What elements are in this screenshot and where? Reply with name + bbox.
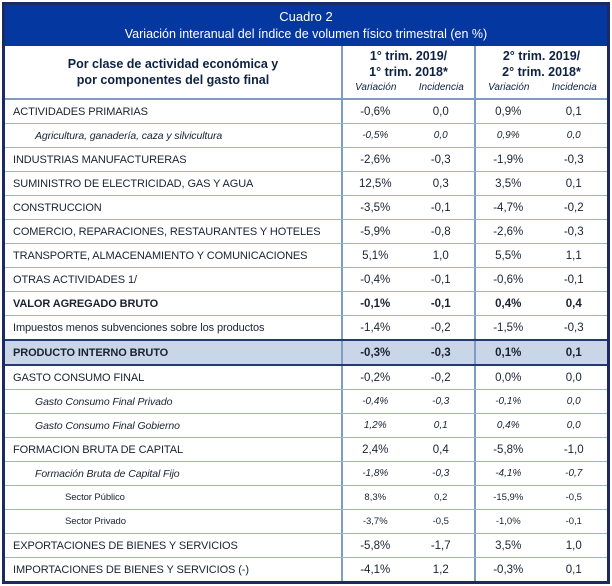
row-label: INDUSTRIAS MANUFACTURERAS (13, 153, 187, 166)
table-row (5, 533, 607, 557)
cell-q1-variacion: 12,5% (341, 172, 408, 195)
cell-q1-variacion: -3,5% (341, 196, 408, 219)
cell-q2-incidencia: 0,1 (565, 563, 582, 576)
row-label: FORMACION BRUTA DE CAPITAL (13, 443, 183, 456)
cell-q2-variacion: -0,3% (474, 558, 541, 581)
table-row (5, 100, 607, 123)
cell-q1-incidencia: 0,0 (432, 105, 449, 118)
cell-q2-variacion: 0,0% (474, 366, 541, 389)
cell-q1-incidencia: -0,2 (430, 321, 451, 334)
column-group-q1 (341, 46, 474, 98)
row-label: TRANSPORTE, ALMACENAMIENTO Y COMUNICACIONES (13, 249, 308, 262)
row-label: PRODUCTO INTERNO BRUTO (13, 346, 169, 359)
cell-q2-variacion: 5,5% (474, 244, 541, 267)
table-row (5, 509, 607, 533)
q1-period-line1: 1° trim. 2019/ (369, 49, 448, 63)
table-row (5, 461, 607, 485)
cell-q1-variacion: -0,1% (341, 292, 408, 315)
cell-q1-incidencia: -0,8 (430, 225, 451, 238)
cell-q2-incidencia: 0,0 (565, 371, 582, 384)
cell-q1-variacion: -0,5% (341, 124, 408, 147)
table-row (5, 366, 607, 389)
cell-q2-variacion: -4,1% (474, 462, 541, 485)
cell-q1-incidencia: -1,7 (430, 539, 451, 552)
row-header-cell (5, 46, 341, 98)
cell-q1-variacion: -5,9% (341, 220, 408, 243)
row-label: Formación Bruta de Capital Fijo (35, 467, 180, 480)
column-group-q2-period (476, 49, 607, 80)
cell-q1-incidencia: -0,2 (430, 371, 451, 384)
cell-q2-incidencia: 0,0 (566, 396, 581, 407)
q2-subcol-variacion: Variación (488, 82, 530, 94)
row-label: Agricultura, ganadería, caza y silvicultura (35, 129, 223, 142)
table-row (5, 389, 607, 413)
cell-q2-variacion: 0,1% (474, 341, 541, 364)
row-label: EXPORTACIONES DE BIENES Y SERVICIOS (13, 539, 238, 552)
cell-q1-incidencia: 1,0 (432, 249, 449, 262)
cell-q1-incidencia: -0,3 (432, 468, 450, 479)
cell-q2-variacion: -4,7% (474, 196, 541, 219)
table-row (5, 339, 607, 366)
cell-q2-variacion: 3,5% (474, 172, 541, 195)
row-header-line2: por componentes del gasto final (76, 73, 270, 87)
cell-q2-incidencia: 0,1 (565, 105, 582, 118)
cell-q2-incidencia: -0,3 (563, 153, 584, 166)
row-label: Impuestos menos subvenciones sobre los productos (13, 321, 265, 334)
cell-q2-incidencia: 0,0 (566, 130, 581, 141)
cell-q2-incidencia: -0,3 (563, 321, 584, 334)
q1-subcol-variacion: Variación (355, 82, 397, 94)
row-label: OTRAS ACTIVIDADES 1/ (13, 273, 137, 286)
table-subtitle: Variación interanual del índice de volumen físico trimestral (en %) (124, 26, 488, 41)
cell-q2-incidencia: -0,5 (565, 492, 582, 503)
row-label: GASTO CONSUMO FINAL (13, 371, 145, 384)
table-row (5, 291, 607, 315)
table-row (5, 437, 607, 461)
row-label: VALOR AGREGADO BRUTO (13, 297, 159, 310)
cell-q2-incidencia: -0,2 (563, 201, 584, 214)
cell-q2-variacion: -0,1% (474, 390, 541, 413)
cell-q1-incidencia: 0,4 (432, 443, 449, 456)
cell-q1-variacion: -2,6% (341, 148, 408, 171)
table-row (5, 413, 607, 437)
column-group-q1-period (343, 49, 474, 80)
table-title: Cuadro 2 (279, 9, 333, 25)
q1-period-line2: 1° trim. 2018* (369, 64, 448, 79)
cell-q2-variacion: -1,5% (474, 316, 541, 339)
row-label: CONSTRUCCION (13, 201, 102, 214)
cell-q1-incidencia: 1,2 (432, 563, 449, 576)
cell-q2-variacion: -0,6% (474, 268, 541, 291)
cell-q1-variacion: -4,1% (341, 558, 408, 581)
cell-q2-variacion: 0,4% (474, 292, 541, 315)
cell-q1-variacion: 2,4% (341, 438, 408, 461)
cell-q1-variacion: 5,1% (341, 244, 408, 267)
row-label: COMERCIO, REPARACIONES, RESTAURANTES Y HOTELES (13, 225, 321, 238)
row-label: Gasto Consumo Final Gobierno (35, 419, 180, 432)
cell-q1-variacion: 1,2% (341, 414, 408, 437)
cell-q1-variacion: -0,4% (341, 390, 408, 413)
table-row (5, 557, 607, 581)
row-label: IMPORTACIONES DE BIENES Y SERVICIOS (-) (13, 563, 249, 576)
cell-q1-variacion: -5,8% (341, 534, 408, 557)
cell-q2-variacion: -1,0% (474, 510, 541, 533)
cell-q1-variacion: -3,7% (341, 510, 408, 533)
cell-q1-variacion: -1,8% (341, 462, 408, 485)
cell-q2-incidencia: -0,1 (563, 273, 584, 286)
cell-q1-variacion: -0,3% (341, 341, 408, 364)
row-label: ACTIVIDADES PRIMARIAS (13, 105, 148, 118)
cell-q2-variacion: -1,9% (474, 148, 541, 171)
cell-q1-incidencia: 0,3 (432, 177, 449, 190)
cell-q2-variacion: -15,9% (474, 486, 541, 509)
title-band (5, 5, 607, 46)
row-label: Sector Privado (65, 516, 126, 527)
cell-q1-incidencia: -0,3 (430, 153, 451, 166)
cell-q2-variacion: -2,6% (474, 220, 541, 243)
q1-subcol-incidencia: Incidencia (418, 82, 464, 94)
q2-period-line2: 2° trim. 2018* (502, 64, 581, 79)
cell-q2-incidencia: 0,0 (566, 420, 581, 431)
cell-q1-variacion: 8,3% (341, 486, 408, 509)
column-group-q1-subcolumns (343, 82, 474, 93)
cell-q1-incidencia: -0,5 (432, 516, 449, 527)
cell-q2-variacion: -5,8% (474, 438, 541, 461)
row-label: Sector Público (65, 492, 125, 503)
table-row (5, 315, 607, 339)
table-row (5, 171, 607, 195)
row-label: Gasto Consumo Final Privado (35, 395, 173, 408)
cell-q1-incidencia: 0,1 (433, 420, 448, 431)
cell-q2-incidencia: 0,4 (565, 297, 582, 310)
cell-q1-incidencia: 0,0 (433, 130, 448, 141)
column-group-q2-subcolumns (476, 82, 607, 93)
cell-q2-incidencia: 0,1 (565, 177, 582, 190)
cell-q2-variacion: 3,5% (474, 534, 541, 557)
cell-q2-incidencia: 1,1 (565, 249, 582, 262)
q2-subcol-incidencia: Incidencia (551, 82, 597, 94)
cell-q2-variacion: 0,9% (474, 100, 541, 123)
table-row (5, 243, 607, 267)
cell-q2-incidencia: -1,0 (563, 443, 584, 456)
cell-q1-incidencia: 0,2 (434, 492, 448, 503)
cell-q1-incidencia: -0,3 (430, 346, 451, 359)
table-body (5, 100, 607, 581)
table-row (5, 485, 607, 509)
table-row (5, 195, 607, 219)
cell-q2-variacion: 0,4% (474, 414, 541, 437)
cell-q1-variacion: -0,6% (341, 100, 408, 123)
cell-q2-incidencia: -0,1 (565, 516, 582, 527)
cell-q1-incidencia: -0,3 (432, 396, 450, 407)
cell-q1-incidencia: -0,1 (430, 297, 451, 310)
cell-q2-incidencia: 0,1 (565, 346, 582, 359)
table-header (5, 46, 607, 100)
cuadro-2-table (2, 2, 610, 584)
row-header-line1: Por clase de actividad económica y (67, 56, 279, 71)
cell-q2-incidencia: -0,7 (565, 468, 583, 479)
cell-q2-incidencia: 1,0 (565, 539, 582, 552)
table-row (5, 219, 607, 243)
cell-q1-variacion: -1,4% (341, 316, 408, 339)
cell-q2-variacion: 0,9% (474, 124, 541, 147)
row-label: SUMINISTRO DE ELECTRICIDAD, GAS Y AGUA (13, 177, 254, 190)
cell-q1-variacion: -0,2% (341, 366, 408, 389)
table-row (5, 147, 607, 171)
cell-q1-variacion: -0,4% (341, 268, 408, 291)
cell-q1-incidencia: -0,1 (430, 273, 451, 286)
table-row (5, 123, 607, 147)
column-group-q2 (474, 46, 607, 98)
cell-q1-incidencia: -0,1 (430, 201, 451, 214)
cell-q2-incidencia: -0,3 (563, 225, 584, 238)
table-row (5, 267, 607, 291)
q2-period-line1: 2° trim. 2019/ (502, 49, 581, 63)
